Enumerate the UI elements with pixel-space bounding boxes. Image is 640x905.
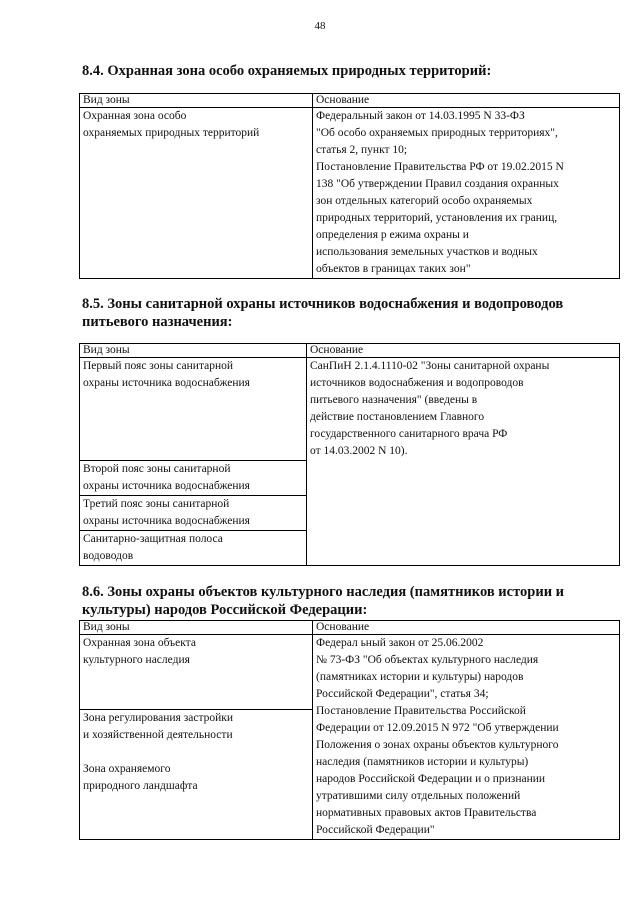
zone-line: охраны источника водоснабжения bbox=[83, 515, 250, 527]
zone-cell bbox=[80, 461, 307, 496]
basis-line: природных территорий, установления их границ, bbox=[316, 212, 558, 224]
section-title-line: культуры) народов Российской Федерации: bbox=[82, 602, 368, 618]
basis-line: утратившими силу отдельных положений bbox=[316, 790, 521, 802]
zone-line: Зона регулирования застройки bbox=[83, 712, 234, 724]
basis-line: использования земельных участков и водных bbox=[316, 246, 538, 258]
zone-line: природного ландшафта bbox=[83, 780, 198, 792]
zone-cell bbox=[80, 496, 307, 531]
header-basis: Основание bbox=[313, 621, 620, 635]
basis-line: СанПиН 2.1.4.1110-02 "Зоны санитарной охраны bbox=[310, 360, 550, 372]
basis-line: источников водоснабжения и водопроводов bbox=[310, 377, 524, 389]
zone-line: культурного наследия bbox=[83, 654, 190, 666]
basis-line: 138 "Об утверждении Правил создания охранных bbox=[316, 178, 559, 190]
table-8-4 bbox=[79, 93, 620, 279]
table-header-row bbox=[80, 344, 620, 358]
basis-line: объектов в границах таких зон" bbox=[316, 263, 471, 275]
spacer bbox=[83, 744, 309, 761]
table-8-6 bbox=[79, 620, 620, 840]
table-row bbox=[80, 635, 620, 710]
basis-line: "Об особо охраняемых природных территориях", bbox=[316, 127, 558, 139]
zone-line: водоводов bbox=[83, 550, 134, 562]
basis-line: от 14.03.2002 N 10). bbox=[310, 445, 408, 457]
basis-line: государственного санитарного врача РФ bbox=[310, 428, 508, 440]
table-row bbox=[80, 108, 620, 279]
zone-line: Первый пояс зоны санитарной bbox=[83, 360, 234, 372]
basis-line: Постановление Правительства Российской bbox=[316, 705, 526, 717]
page-number: 48 bbox=[314, 20, 326, 32]
section-8-5-title bbox=[82, 295, 622, 331]
basis-line: статья 2, пункт 10; bbox=[316, 144, 408, 156]
zone-line: Второй пояс зоны санитарной bbox=[83, 463, 231, 475]
header-basis: Основание bbox=[307, 344, 620, 358]
basis-cell bbox=[307, 358, 620, 566]
zone-cell bbox=[80, 108, 313, 279]
header-zone-type: Вид зоны bbox=[80, 621, 313, 635]
section-8-6-title bbox=[82, 583, 622, 619]
basis-line: зон отдельных категорий особо охраняемых bbox=[316, 195, 533, 207]
zone-line: охраны источника водоснабжения bbox=[83, 480, 250, 492]
basis-line: питьевого назначения" (введены в bbox=[310, 394, 478, 406]
zone-cell bbox=[80, 710, 313, 840]
basis-line: Положения о зонах охраны объектов культурного bbox=[316, 739, 559, 751]
zone-line: и хозяйственной деятельности bbox=[83, 729, 233, 741]
section-8-4-title: 8.4. Охранная зона особо охраняемых природных территорий: bbox=[82, 63, 492, 79]
basis-line: действие постановлением Главного bbox=[310, 411, 485, 423]
section-title-line: 8.5. Зоны санитарной охраны источников водоснабжения и водопроводов bbox=[82, 296, 564, 312]
basis-line: № 73-ФЗ "Об объектах культурного наследия bbox=[316, 654, 539, 666]
basis-cell bbox=[313, 108, 620, 279]
basis-line: Федерации от 12.09.2015 N 972 "Об утверждении bbox=[316, 722, 559, 734]
basis-line: Российской Федерации", статья 34; bbox=[316, 688, 489, 700]
basis-line: (памятниках истории и культуры) народов bbox=[316, 671, 524, 683]
zone-line: Третий пояс зоны санитарной bbox=[83, 498, 230, 510]
basis-line: Российской Федерации" bbox=[316, 824, 435, 836]
zone-line: Охранная зона особо bbox=[83, 110, 187, 122]
basis-line: Постановление Правительства РФ от 19.02.2015 N bbox=[316, 161, 564, 173]
table-header-row bbox=[80, 94, 620, 108]
basis-cell bbox=[313, 635, 620, 840]
basis-line: наследия (памятников истории и культуры) bbox=[316, 756, 529, 768]
header-zone-type: Вид зоны bbox=[80, 344, 307, 358]
zone-line: Санитарно-защитная полоса bbox=[83, 533, 223, 545]
zone-cell bbox=[80, 531, 307, 566]
basis-line: народов Российской Федерации и о признании bbox=[316, 773, 546, 785]
section-title-line: питьевого назначения: bbox=[82, 314, 233, 330]
zone-line: Охранная зона объекта bbox=[83, 637, 196, 649]
zone-line: Зона охраняемого bbox=[83, 763, 171, 775]
basis-line: Федеральный закон от 14.03.1995 N 33-ФЗ bbox=[316, 110, 525, 122]
table-row bbox=[80, 358, 620, 461]
zone-cell bbox=[80, 635, 313, 710]
basis-line: определения р ежима охраны и bbox=[316, 229, 469, 241]
section-title-line: 8.6. Зоны охраны объектов культурного наследия (памятников истории и bbox=[82, 584, 565, 600]
header-zone-type: Вид зоны bbox=[80, 94, 313, 108]
table-8-5 bbox=[79, 343, 620, 566]
table-header-row bbox=[80, 621, 620, 635]
header-basis: Основание bbox=[313, 94, 620, 108]
zone-line: охраны источника водоснабжения bbox=[83, 377, 250, 389]
basis-line: нормативных правовых актов Правительства bbox=[316, 807, 537, 819]
zone-cell bbox=[80, 358, 307, 461]
basis-line: Федерал ьный закон от 25.06.2002 bbox=[316, 637, 484, 649]
zone-line: охраняемых природных территорий bbox=[83, 127, 260, 139]
